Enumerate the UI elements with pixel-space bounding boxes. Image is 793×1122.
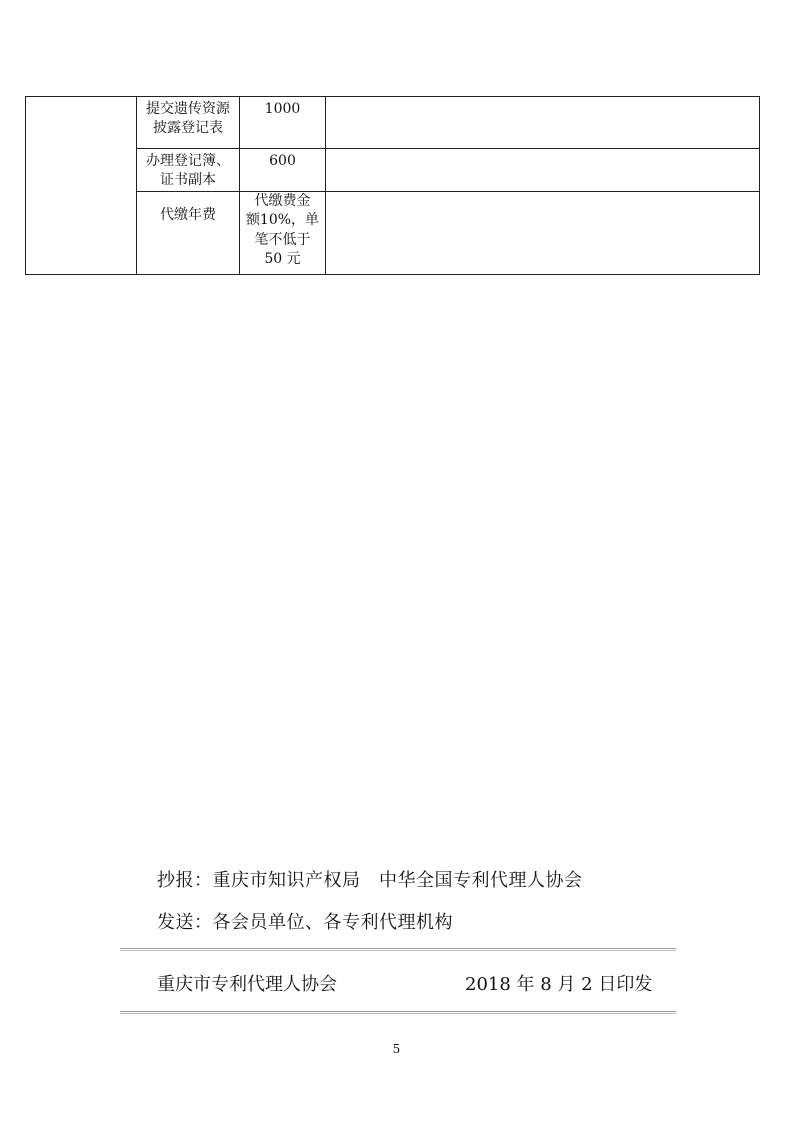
category-cell	[26, 97, 137, 275]
amount-cell: 1000	[240, 97, 326, 149]
send-line: 发送：各会员单位、各专利代理机构	[157, 912, 453, 933]
issuer-name: 重庆市专利代理人协会	[157, 974, 337, 995]
note-cell	[326, 97, 760, 149]
item-cell: 办理登记簿、 证书副本	[137, 149, 240, 191]
divider-top	[120, 948, 676, 951]
amount-cell: 600	[240, 149, 326, 191]
page-number: 5	[392, 1042, 401, 1056]
table-row	[26, 97, 760, 149]
divider-bottom	[120, 1011, 676, 1014]
issue-date: 2018 年 8 月 2 日印发	[465, 974, 653, 995]
note-cell	[326, 149, 760, 191]
item-cell: 代缴年费	[137, 191, 240, 274]
table-row	[26, 191, 760, 274]
fee-table	[25, 96, 760, 275]
cc-line: 抄报：重庆市知识产权局 中华全国专利代理人协会	[157, 870, 583, 891]
item-cell: 提交遗传资源 披露登记表	[137, 97, 240, 149]
note-cell	[326, 191, 760, 274]
amount-cell: 代缴费金 额10%，单 笔不低于 50 元	[240, 191, 326, 274]
table-row	[26, 149, 760, 191]
